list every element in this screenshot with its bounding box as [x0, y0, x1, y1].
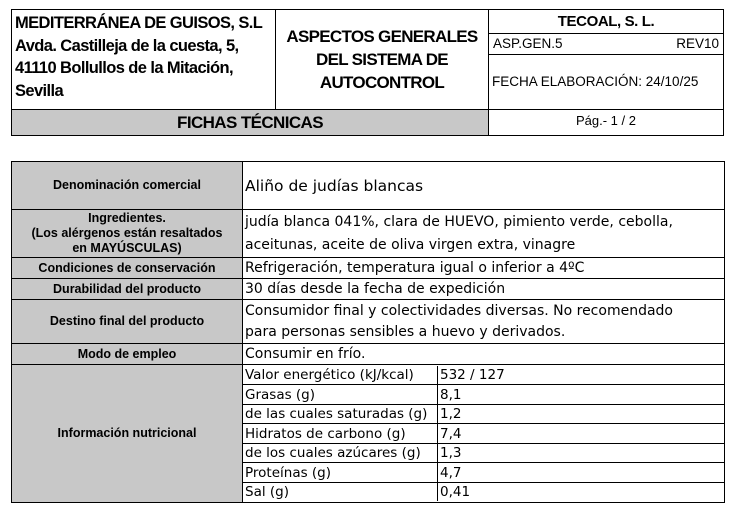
nutrient-name: de las cuales saturadas (g) [243, 404, 438, 424]
spec-table [11, 161, 725, 503]
company-line: MEDITERRÁNEA DE GUISOS, S.L [15, 14, 263, 32]
nutrition-row [243, 366, 724, 385]
document-revision: REV10 [676, 36, 719, 51]
nutrition-row [243, 443, 724, 463]
document-header [11, 9, 724, 136]
nutrient-name: Hidratos de carbono (g) [243, 424, 438, 444]
field-label: Condiciones de conservación [12, 258, 243, 279]
nutrition-row [243, 404, 724, 424]
title-line: DEL SISTEMA DE [316, 50, 448, 69]
document-title [276, 10, 489, 109]
nutrient-value: 7,4 [438, 424, 725, 444]
document-code: ASP.GEN.5 [493, 36, 563, 51]
nutrient-value: 4,7 [438, 463, 725, 483]
nutrient-value: 532 / 127 [438, 366, 725, 385]
nutrition-row [243, 385, 724, 405]
value-line: para personas sensibles a huevo y derivados. [245, 323, 566, 340]
value-line: Consumidor final y colectividades diversas. No recomendado [245, 302, 673, 319]
field-label: Información nutricional [12, 365, 243, 503]
label-line: en MAYÚSCULAS) [72, 241, 182, 255]
elaboration-date: FECHA ELABORACIÓN: 24/10/25 [492, 74, 699, 89]
nutrient-name: Valor energético (kJ/kcal) [243, 366, 438, 385]
field-label: Destino final del producto [12, 300, 243, 344]
nutrient-name: Proteínas (g) [243, 463, 438, 483]
shelf-life-value: 30 días desde la fecha de expedición [243, 279, 725, 300]
field-label [12, 210, 243, 258]
section-title: FICHAS TÉCNICAS [12, 109, 489, 135]
ingredients-value [243, 210, 725, 258]
company-address [12, 10, 276, 109]
table-row [12, 162, 725, 210]
field-label: Modo de empleo [12, 344, 243, 365]
label-line: (Los alérgenos están resaltados [31, 226, 223, 240]
title-line: AUTOCONTROL [319, 73, 445, 92]
nutrition-row [243, 463, 724, 483]
table-row [12, 279, 725, 300]
table-row [12, 210, 725, 258]
nutrient-name: Sal (g) [243, 482, 438, 501]
field-label: Denominación comercial [12, 162, 243, 210]
product-name: Aliño de judías blancas [243, 162, 725, 210]
company-line: 41110 Bollullos de la Mitación, [15, 59, 233, 77]
nutrient-value: 1,3 [438, 443, 725, 463]
value-line: judía blanca 041%, clara de HUEVO, pimiento verde, cebolla, [245, 213, 673, 230]
nutrient-value: 8,1 [438, 385, 725, 405]
table-row [12, 300, 725, 344]
value-line: aceitunas, aceite de oliva virgen extra, vinagre [245, 236, 576, 253]
nutrient-name: Grasas (g) [243, 385, 438, 405]
field-label: Durabilidad del producto [12, 279, 243, 300]
table-row [12, 365, 725, 503]
nutrition-cell [243, 365, 725, 503]
nutrition-table [243, 366, 724, 502]
storage-value: Refrigeración, temperatura igual o inferior a 4ºC [243, 258, 725, 279]
company-line: Avda. Castilleja de la cuesta, 5, [15, 36, 239, 55]
issuer-name: TECOAL, S. L. [489, 10, 723, 34]
nutrition-row [243, 424, 724, 444]
destination-value [243, 300, 725, 344]
nutrient-name: de los cuales azúcares (g) [243, 443, 438, 463]
label-line: Ingredientes. [88, 211, 166, 225]
table-row [12, 258, 725, 279]
page-number: Pág.- 1 / 2 [489, 109, 723, 135]
table-row [12, 344, 725, 365]
company-line: Sevilla [15, 81, 64, 100]
title-line: ASPECTOS GENERALES [286, 27, 478, 46]
document-code-row [489, 34, 723, 55]
nutrition-row [243, 482, 724, 501]
nutrient-value: 0,41 [440, 484, 471, 500]
usage-value: Consumir en frío. [243, 344, 725, 365]
nutrient-value: 1,2 [438, 404, 725, 424]
